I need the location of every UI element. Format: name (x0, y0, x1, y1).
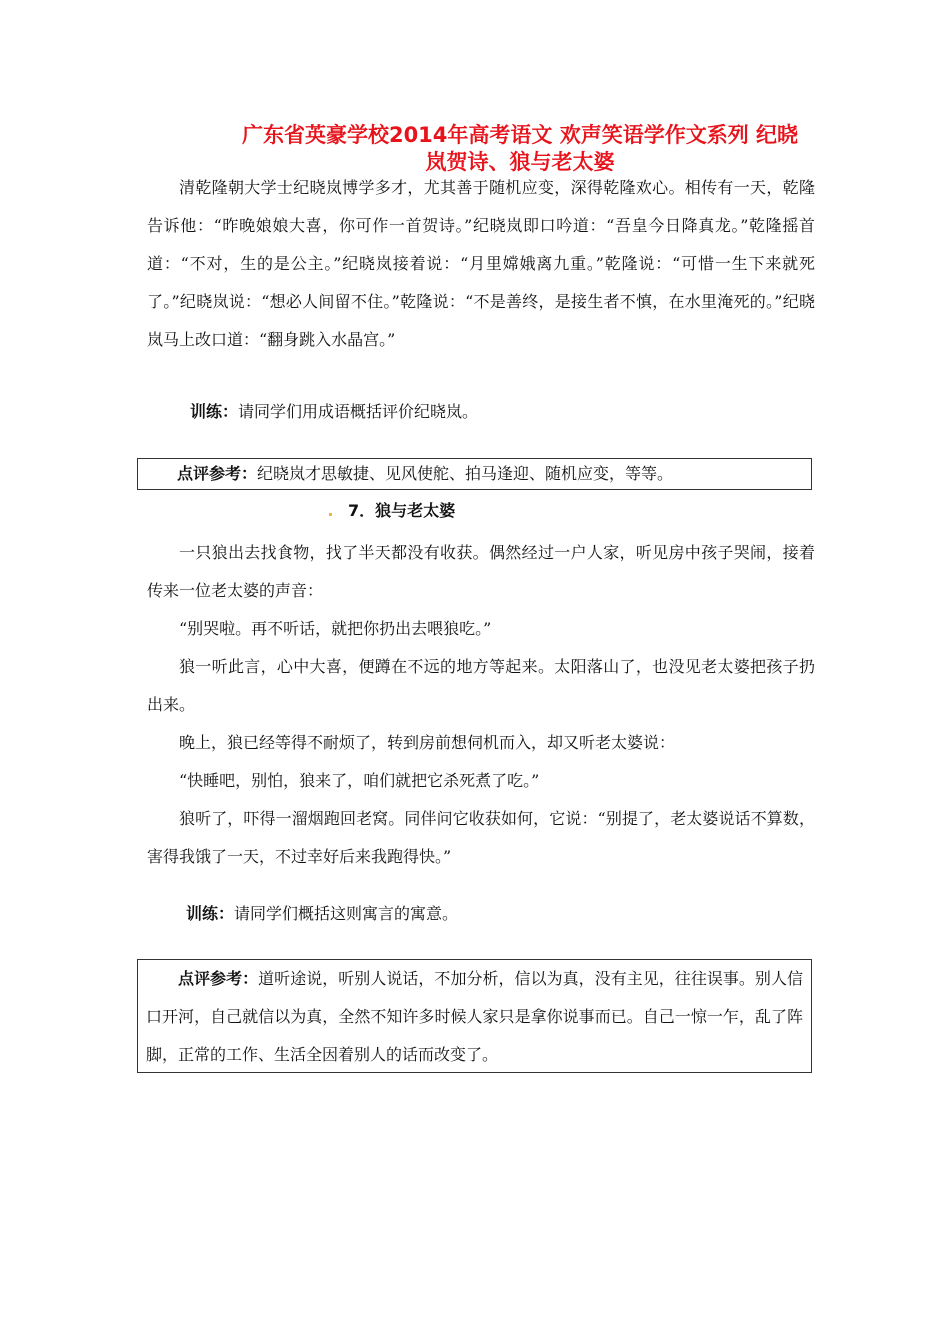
story1-training-label: 训练： (190, 402, 239, 421)
story2-training-label: 训练： (186, 904, 235, 923)
story1-comment-box (137, 458, 812, 490)
story1-comment-text: 纪晓岚才思敏捷、见风使舵、拍马逢迎、随机应变，等等。 (257, 464, 674, 483)
story2-training-text: 请同学们概括这则寓言的寓意。 (234, 904, 459, 923)
story2-paragraph-1: 一只狼出去找食物，找了半天都没有收获。偶然经过一户人家，听见房中孩子哭闹，接着传来一位老太婆的声音： (147, 543, 815, 600)
document-title-line-1: 广东省英豪学校2014年高考语文 欢声笑语学作文系列 纪晓 (241, 123, 799, 147)
story2-paragraph-5: “快睡吧，别怕，狼来了，咱们就把它杀死煮了吃。” (179, 771, 540, 790)
marker-dot (329, 513, 332, 516)
story1-training (190, 400, 478, 424)
document-title (200, 122, 840, 176)
story2-paragraph-6: 狼听了，吓得一溜烟跑回老窝。同伴问它收获如何，它说：“别提了，老太婆说话不算数，害得我饿了一天，不过幸好后来我跑得快。” (147, 809, 815, 866)
story1-paragraph: 清乾隆朝大学士纪晓岚博学多才，尤其善于随机应变，深得乾隆欢心。相传有一天，乾隆告诉他：“昨晚娘娘大喜，你可作一首贺诗。”纪晓岚即口吟道：“吾皇今日降真龙。”乾隆摇首道：“不对，生的是公主。”纪晓岚接着说：“月里嫦娥离九重。”乾隆说：“可惜一生下来就死了。”纪晓岚说：“想必人间留不住。”乾隆说：“不是善终，是接生者不慎，在水里淹死的。”纪晓岚马上改口道：“翻身跳入水晶宫。” (147, 178, 815, 349)
story2-paragraph-3: 狼一听此言，心中大喜，便蹲在不远的地方等起来。太阳落山了，也没见老太婆把孩子扔出来。 (147, 657, 815, 714)
story2-heading: 7．狼与老太婆 (348, 501, 456, 520)
story1-comment (138, 459, 811, 489)
story2-paragraph-4: 晚上，狼已经等得不耐烦了，转到房前想伺机而入，却又听老太婆说： (179, 733, 676, 752)
story2-comment-label: 点评参考： (178, 969, 259, 988)
story2-comment-text: 道听途说，听别人说话，不加分析，信以为真，没有主见，往往误事。别人信口开河，自己就信以为真，全然不知许多时候人家只是拿你说事而已。自己一惊一乍，乱了阵脚，正常的工作、生活全因着别人的话而改变了。 (146, 969, 803, 1064)
story2-paragraph-2: “别哭啦。再不听话，就把你扔出去喂狼吃。” (179, 619, 492, 638)
story2-comment-box (137, 959, 812, 1073)
story1-training-text: 请同学们用成语概括评价纪晓岚。 (238, 402, 479, 421)
story1-comment-label: 点评参考： (177, 464, 258, 483)
story2-comment (138, 960, 811, 1074)
document-title-line-2: 岚贺诗、狼与老太婆 (425, 150, 615, 174)
story2-training (186, 902, 458, 926)
